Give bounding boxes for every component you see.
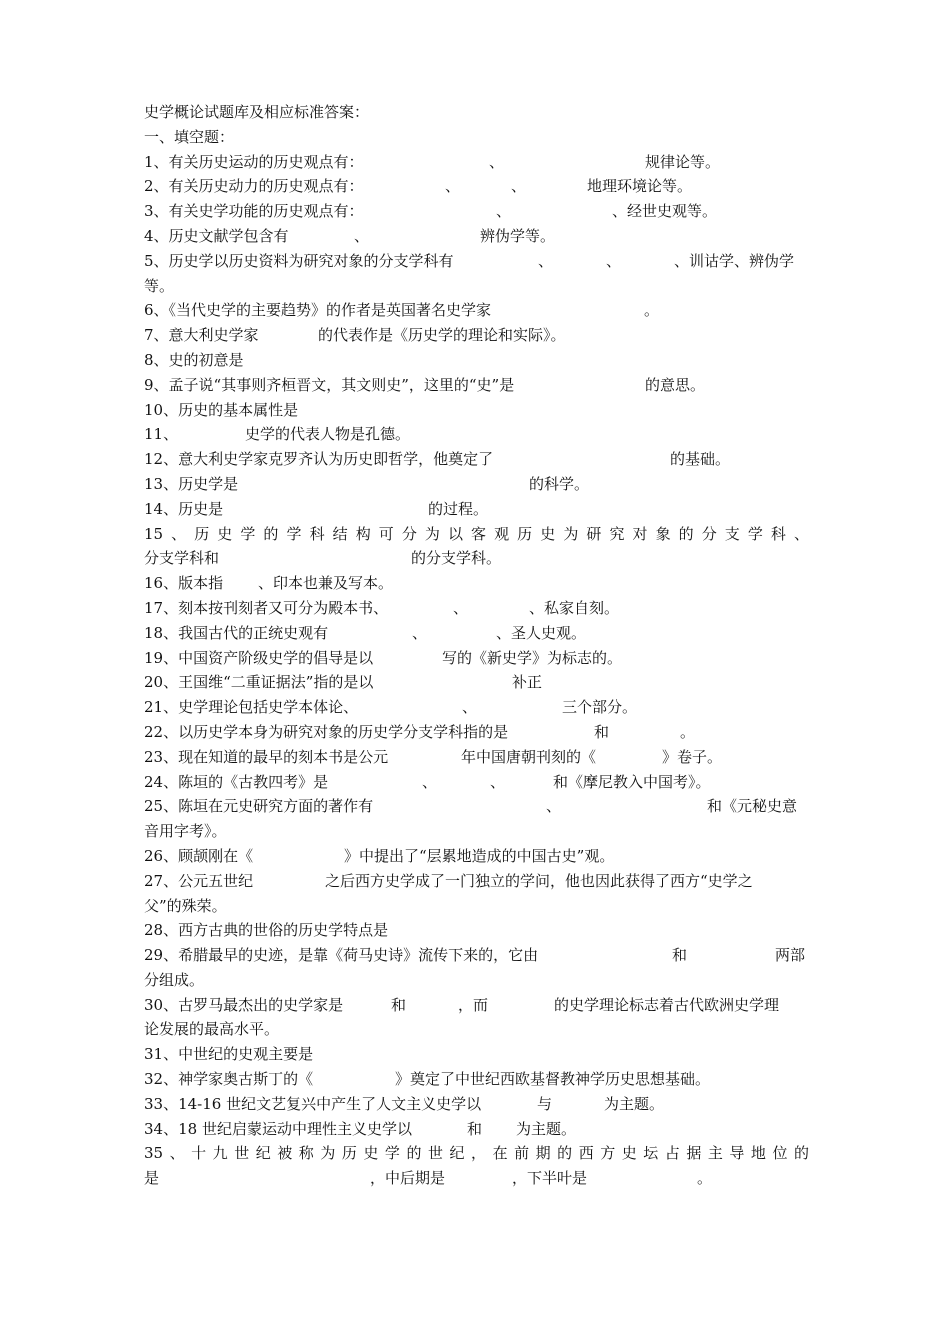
question-text: 25、陈垣在元史研究方面的著作有 — [144, 797, 374, 816]
question-text: 19、中国资产阶级史学的倡导是以 — [144, 648, 374, 667]
question-20 — [144, 670, 809, 695]
question-text: 31、中世纪的史观主要是 — [144, 1045, 314, 1064]
section-heading-text: 一、填空题： — [144, 127, 235, 146]
question-text: 。 — [644, 301, 660, 320]
question-text: 和 — [672, 946, 688, 965]
question-text: 4、历史文献学包含有 — [144, 226, 289, 245]
question-27 — [144, 869, 809, 894]
question-text: 为主题。 — [516, 1119, 577, 1138]
question-25 — [144, 794, 809, 819]
question-text: 14、历史是 — [144, 499, 224, 518]
question-15-cont — [144, 546, 809, 571]
question-text: 15、历史学的学科结构可分为以客观历史为研究对象的分支学科、 — [144, 524, 809, 543]
question-text: 、 — [453, 598, 469, 617]
question-5-cont — [144, 274, 809, 299]
question-33 — [144, 1092, 809, 1117]
question-29 — [144, 943, 809, 968]
question-7 — [144, 323, 809, 348]
question-text: 的代表作是《历史学的理论和实际》。 — [318, 326, 566, 345]
question-19 — [144, 646, 809, 671]
question-text: 音用字考》。 — [144, 822, 227, 841]
question-text: 和《元秘史意 — [707, 797, 798, 816]
section-heading — [144, 125, 809, 150]
document-title — [144, 100, 809, 125]
question-text: 》奠定了中世纪西欧基督教神学历史思想基础。 — [395, 1070, 711, 1089]
question-text: 、印本也兼及写本。 — [258, 574, 394, 593]
question-text: 分组成。 — [144, 970, 205, 989]
question-text: 、 — [489, 152, 505, 171]
question-text: 的科学。 — [529, 474, 590, 493]
question-text: 之后西方史学成了一门独立的学问，他也因此获得了西方“史学之 — [325, 871, 753, 890]
question-text: ，中后期是 — [370, 1169, 446, 1188]
question-text: 地理环境论等。 — [587, 177, 693, 196]
question-35 — [144, 1141, 809, 1166]
question-text: 父”的殊荣。 — [144, 896, 227, 915]
question-text: 23、现在知道的最早的刻本书是公元 — [144, 747, 389, 766]
question-text: 规律论等。 — [645, 152, 721, 171]
question-text: 》中提出了“层累地造成的中国古史”观。 — [344, 846, 615, 865]
question-30 — [144, 993, 809, 1018]
question-text: 的分支学科。 — [411, 549, 502, 568]
question-text: 、私家自刻。 — [529, 598, 620, 617]
question-9 — [144, 373, 809, 398]
question-35-cont — [144, 1166, 809, 1191]
question-27-cont — [144, 894, 809, 919]
question-32 — [144, 1067, 809, 1092]
question-text: 两部 — [775, 946, 806, 965]
question-text: 的基础。 — [670, 450, 731, 469]
question-5 — [144, 249, 809, 274]
question-text: 》卷子。 — [662, 747, 723, 766]
question-text: 16、版本指 — [144, 574, 224, 593]
question-text: 8、史的初意是 — [144, 350, 244, 369]
question-text: 和《摩尼教入中国考》。 — [553, 772, 711, 791]
question-text: 26、顾颉刚在《 — [144, 846, 254, 865]
question-28 — [144, 918, 809, 943]
question-6 — [144, 298, 809, 323]
question-text: 、 — [412, 623, 428, 642]
question-1 — [144, 150, 809, 175]
question-text: 。 — [680, 722, 696, 741]
question-text: 的史学理论标志着古代欧洲史学理 — [554, 995, 780, 1014]
question-text: 的过程。 — [428, 499, 489, 518]
question-text: 为主题。 — [604, 1094, 665, 1113]
question-text: 、 — [490, 772, 506, 791]
question-text: 论发展的最高水平。 — [144, 1020, 280, 1039]
question-8 — [144, 348, 809, 373]
question-text: 18、我国古代的正统史观有 — [144, 623, 329, 642]
question-text: 9、孟子说“其事则齐桓晋文，其文则史”，这里的“史”是 — [144, 375, 515, 394]
question-text: 、 — [511, 177, 527, 196]
question-text: 和 — [391, 995, 407, 1014]
document-body — [144, 100, 809, 1191]
question-30-cont — [144, 1017, 809, 1042]
question-24 — [144, 770, 809, 795]
question-text: 与 — [537, 1094, 553, 1113]
question-text: 辨伪学等。 — [480, 226, 556, 245]
question-text: ，下半叶是 — [512, 1169, 588, 1188]
question-text: 2、有关历史动力的历史观点有： — [144, 177, 364, 196]
question-text: 6、《当代史学的主要趋势》的作者是英国著名史学家 — [144, 301, 492, 320]
question-text: 补正 — [512, 673, 543, 692]
question-text: 、 — [538, 251, 554, 270]
question-text: 12、意大利史学家克罗齐认为历史即哲学，他奠定了 — [144, 450, 494, 469]
question-text: 7、意大利史学家 — [144, 326, 259, 345]
question-text: 、 — [606, 251, 622, 270]
question-text: 24、陈垣的《古教四考》是 — [144, 772, 329, 791]
question-text: 、训诂学、辨伪学 — [674, 251, 795, 270]
question-text: 、圣人史观。 — [496, 623, 587, 642]
question-text: 三个部分。 — [562, 698, 638, 717]
question-text: 11、 — [144, 425, 179, 444]
question-text: 、经世史观等。 — [612, 202, 718, 221]
question-text: 32、神学家奥古斯丁的《 — [144, 1070, 314, 1089]
question-25-cont — [144, 819, 809, 844]
question-text: 33、14-16 世纪文艺复兴中产生了人文主义史学以 — [144, 1094, 482, 1113]
question-text: 29、希腊最早的史迹，是靠《荷马史诗》流传下来的，它由 — [144, 946, 539, 965]
question-2 — [144, 174, 809, 199]
question-text: ，而 — [458, 995, 489, 1014]
question-34 — [144, 1117, 809, 1142]
question-text: 、 — [546, 797, 562, 816]
question-text: 1、有关历史运动的历史观点有： — [144, 152, 364, 171]
question-26 — [144, 844, 809, 869]
question-text: 28、西方古典的世俗的历史学特点是 — [144, 921, 389, 940]
question-text: 等。 — [144, 276, 175, 295]
question-4 — [144, 224, 809, 249]
question-text: 年中国唐朝刊刻的《 — [461, 747, 597, 766]
question-text: 5、历史学以历史资料为研究对象的分支学科有 — [144, 251, 454, 270]
question-22 — [144, 720, 809, 745]
question-text: 20、王国维“二重证据法”指的是以 — [144, 673, 374, 692]
question-text: 和 — [594, 722, 610, 741]
question-21 — [144, 695, 809, 720]
question-text: 17、刻本按刊刻者又可分为殿本书、 — [144, 598, 389, 617]
question-text: 13、历史学是 — [144, 474, 239, 493]
question-text: 21、史学理论包括史学本体论、 — [144, 698, 359, 717]
question-text: 写的《新史学》为标志的。 — [442, 648, 623, 667]
question-23 — [144, 745, 809, 770]
question-11 — [144, 422, 809, 447]
question-text: 是 — [144, 1169, 160, 1188]
question-text: 分支学科和 — [144, 549, 220, 568]
question-text: 27、公元五世纪 — [144, 871, 254, 890]
question-18 — [144, 621, 809, 646]
question-text: 、 — [496, 202, 512, 221]
question-31 — [144, 1042, 809, 1067]
question-13 — [144, 472, 809, 497]
question-17 — [144, 596, 809, 621]
question-text: 和 — [467, 1119, 483, 1138]
question-text: 10、历史的基本属性是 — [144, 400, 299, 419]
question-text: 3、有关史学功能的历史观点有： — [144, 202, 364, 221]
question-text: 、 — [354, 226, 370, 245]
question-3 — [144, 199, 809, 224]
question-text: 22、以历史学本身为研究对象的历史学分支学科指的是 — [144, 722, 509, 741]
question-text: 30、古罗马最杰出的史学家是 — [144, 995, 344, 1014]
question-text: 、 — [462, 698, 478, 717]
question-15 — [144, 522, 809, 547]
question-16 — [144, 571, 809, 596]
question-text: 、 — [445, 177, 461, 196]
question-text: 34、18 世纪启蒙运动中理性主义史学以 — [144, 1119, 412, 1138]
question-10 — [144, 398, 809, 423]
question-14 — [144, 497, 809, 522]
question-text: 史学的代表人物是孔德。 — [245, 425, 411, 444]
title-text: 史学概论试题库及相应标准答案： — [144, 103, 370, 121]
question-text: 、 — [422, 772, 438, 791]
question-text: 。 — [697, 1169, 713, 1188]
question-text: 的意思。 — [645, 375, 706, 394]
question-12 — [144, 447, 809, 472]
question-text: 35、十九世纪被称为历史学的世纪，在前期的西方史坛占据主导地位的 — [144, 1144, 809, 1163]
question-29-cont — [144, 968, 809, 993]
